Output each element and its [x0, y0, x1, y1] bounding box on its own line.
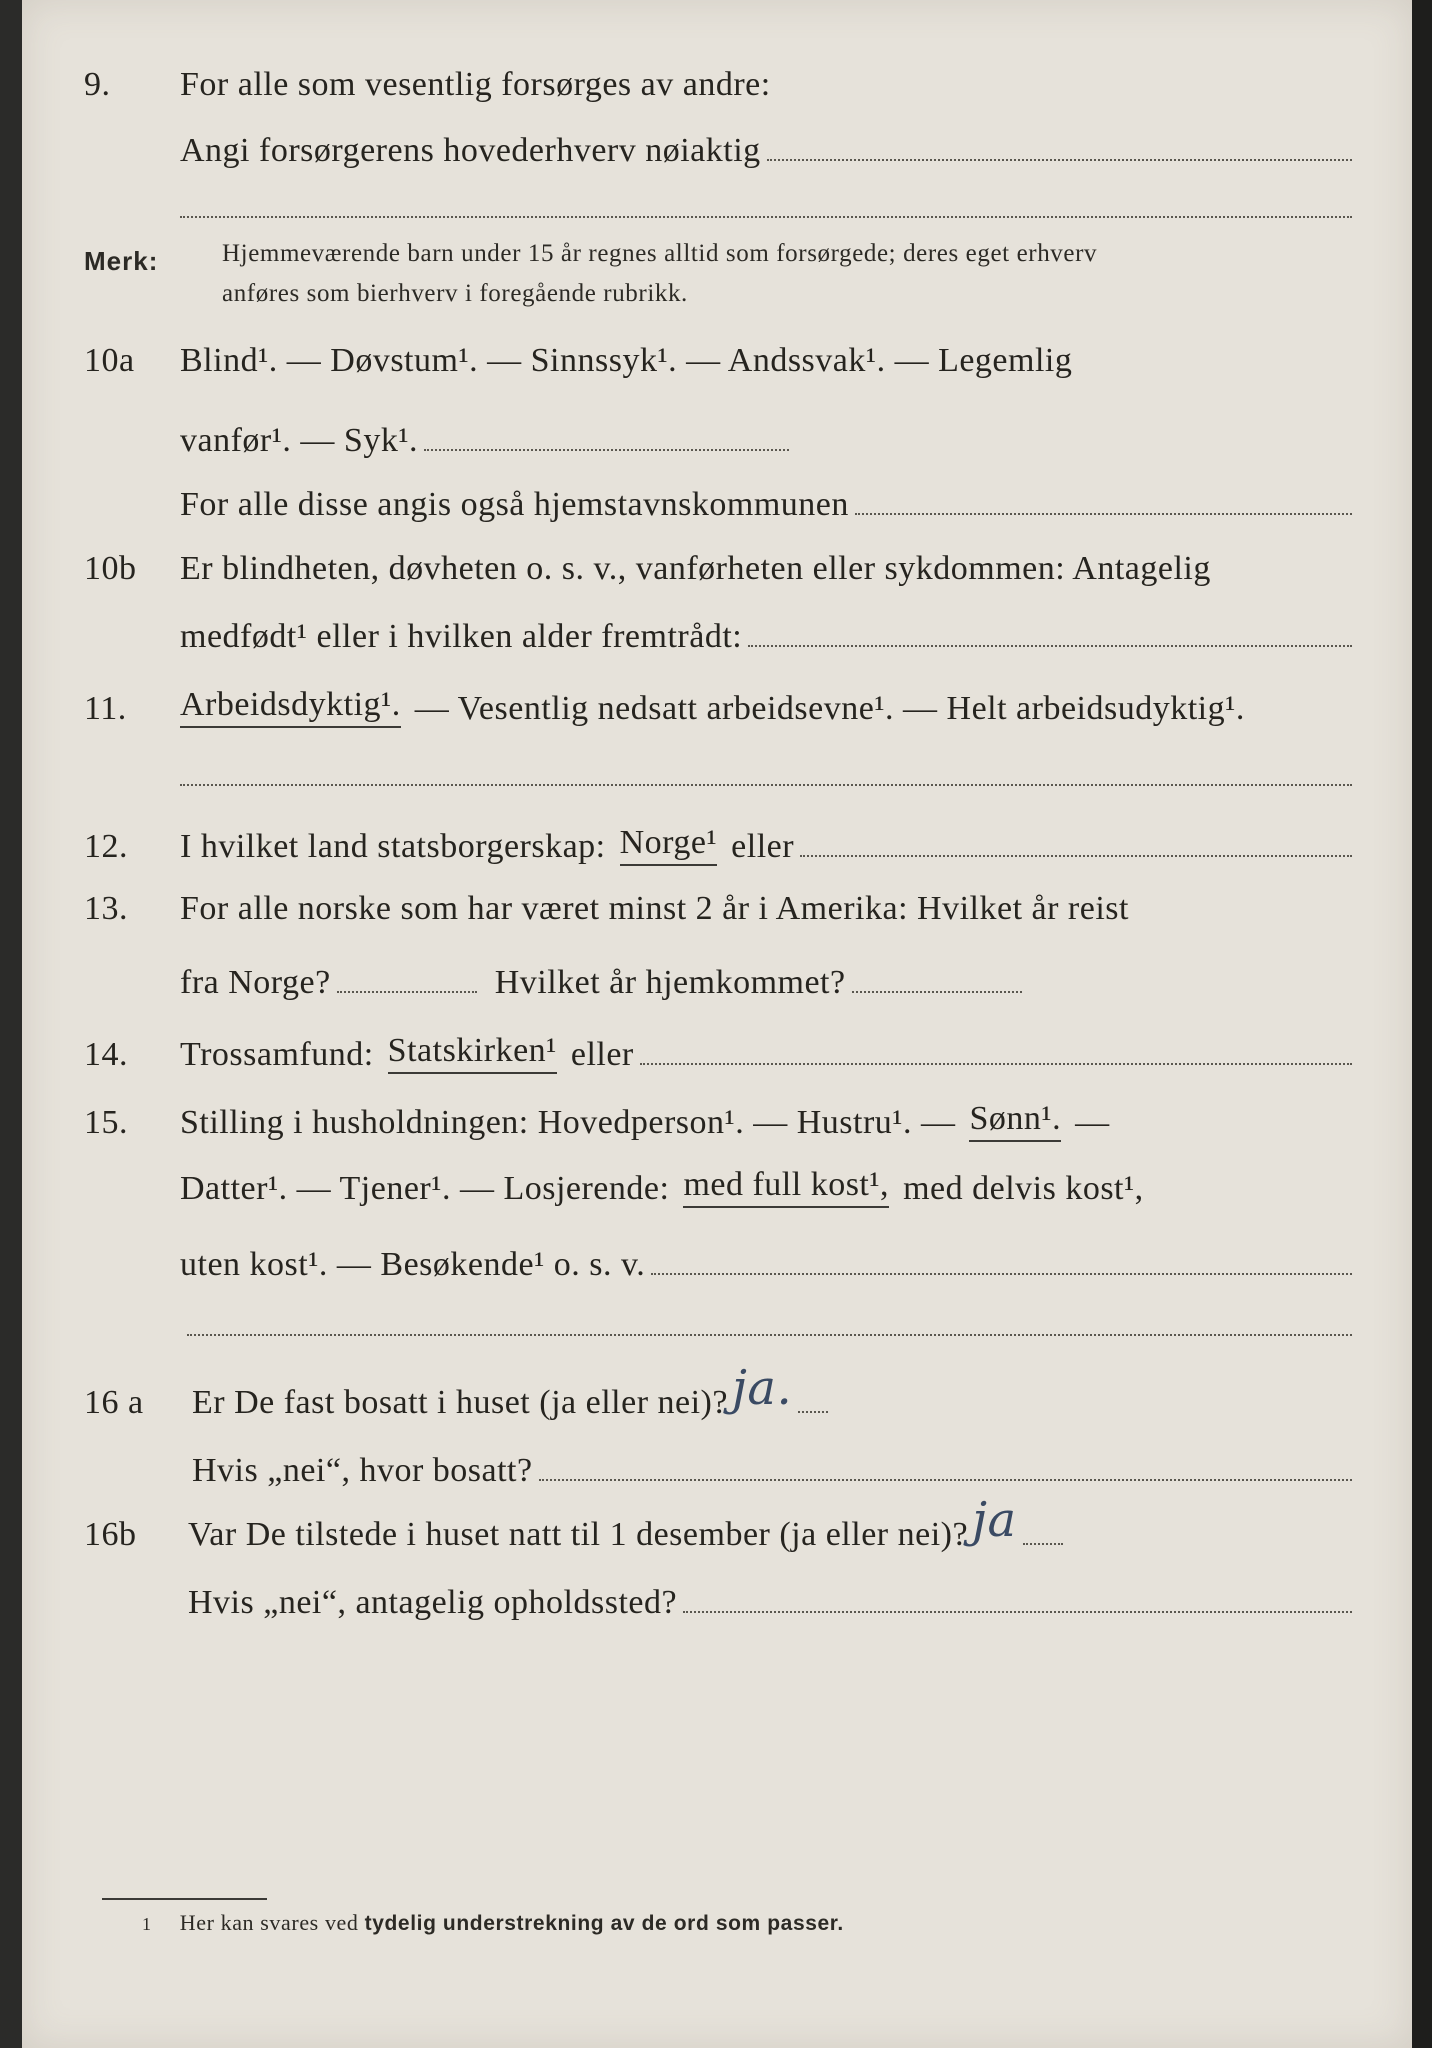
handwritten-answer[interactable]: ja.	[731, 1360, 793, 1416]
answer-blank-line[interactable]	[651, 1273, 1352, 1275]
question-15-line-2	[22, 1156, 1412, 1212]
question-text: medfødt¹ eller i hvilken alder fremtrådt:	[180, 618, 743, 655]
footnote-mark: 1	[142, 1914, 152, 1934]
answer-blank-line[interactable]	[855, 513, 1352, 515]
footnote-text: Her kan svares ved	[179, 1910, 359, 1935]
question-text: med delvis kost¹,	[903, 1170, 1144, 1207]
question-text: For alle som vesentlig forsørges av andre:	[180, 66, 771, 103]
question-text: —	[1075, 1104, 1110, 1141]
answer-blank-line[interactable]	[800, 855, 1352, 857]
note-text: anføres som bierhverv i foregående rubrikk.	[222, 280, 688, 307]
question-10b-line-1	[22, 536, 1412, 592]
answer-blank-line[interactable]	[337, 991, 477, 993]
question-10a-line-3	[22, 472, 1412, 528]
question-10b-line-2	[22, 604, 1412, 660]
question-13-line-1	[22, 876, 1412, 932]
answer-blank-line[interactable]	[798, 1411, 828, 1413]
question-text: Hvilket år hjemkommet?	[494, 964, 846, 1001]
question-text: For alle disse angis også hjemstavnskommunen	[180, 486, 849, 523]
question-text: Hvis „nei“, hvor bosatt?	[192, 1452, 533, 1489]
question-9-line-1	[22, 52, 1412, 108]
question-text: fra Norge?	[180, 964, 331, 1001]
question-9-line-2	[22, 118, 1412, 174]
handwritten-answer[interactable]: ja	[972, 1492, 1017, 1548]
census-form-page	[22, 0, 1412, 2048]
question-number: 16 a	[84, 1384, 144, 1421]
underlined-option[interactable]: Norge¹	[620, 824, 718, 866]
question-number: 11.	[84, 690, 127, 727]
question-text: Datter¹. — Tjener¹. — Losjerende:	[180, 1170, 670, 1207]
question-16b-followup	[22, 1570, 1412, 1626]
question-text: For alle norske som har været minst 2 år i Amerika: Hvilket år reist	[180, 890, 1129, 927]
footnote	[142, 1910, 844, 1936]
question-text: Trossamfund:	[180, 1036, 374, 1073]
answer-blank-line[interactable]	[180, 784, 1352, 786]
underlined-option[interactable]: med full kost¹,	[683, 1166, 889, 1208]
question-text: — Vesentlig nedsatt arbeidsevne¹. — Helt arbeidsudyktig¹.	[414, 690, 1245, 727]
footnote-emphasis: tydelig understrekning av de ord som passer.	[364, 1912, 844, 1935]
question-number: 10b	[84, 550, 137, 587]
question-16b	[22, 1492, 1412, 1558]
question-number: 13.	[84, 890, 128, 927]
answer-blank-line[interactable]	[852, 991, 1022, 993]
answer-blank-line[interactable]	[767, 159, 1352, 161]
question-number: 10a	[84, 342, 135, 379]
answer-blank-line[interactable]	[424, 449, 789, 451]
question-11	[22, 676, 1412, 732]
question-number: 15.	[84, 1104, 128, 1141]
question-text: Angi forsørgerens hovederhverv nøiaktig	[180, 132, 761, 169]
question-15-line-1	[22, 1090, 1412, 1146]
question-text: Var De tilstede i huset natt til 1 desember (ja eller nei)?	[188, 1516, 969, 1553]
footnote-divider	[102, 1898, 267, 1900]
question-number: 16b	[84, 1516, 137, 1553]
question-16a-followup	[22, 1438, 1412, 1494]
question-text: Hvis „nei“, antagelig opholdssted?	[188, 1584, 678, 1621]
underlined-option[interactable]: Statskirken¹	[388, 1032, 557, 1074]
scan-edge-left	[0, 0, 22, 2048]
scan-edge-right	[1412, 0, 1432, 2048]
question-10a-line-1	[22, 328, 1412, 384]
question-text: eller	[731, 828, 795, 865]
answer-blank-line[interactable]	[539, 1479, 1352, 1481]
question-text: Blind¹. — Døvstum¹. — Sinnssyk¹. — Andssvak¹. — Legemlig	[180, 342, 1073, 379]
question-text: eller	[570, 1036, 634, 1073]
question-number: 9.	[84, 66, 111, 103]
question-16a	[22, 1360, 1412, 1426]
answer-blank-line[interactable]	[187, 1334, 1352, 1336]
question-15-line-3	[22, 1232, 1412, 1288]
question-13-line-2	[22, 950, 1412, 1006]
question-10a-line-2	[22, 408, 1412, 464]
underlined-option[interactable]: Sønn¹.	[969, 1100, 1061, 1142]
answer-blank-line[interactable]	[640, 1063, 1352, 1065]
note-label: Merk:	[84, 246, 159, 276]
answer-blank-line[interactable]	[748, 645, 1352, 647]
question-number: 14.	[84, 1036, 128, 1073]
note-text: Hjemmeværende barn under 15 år regnes alltid som forsørgede; deres eget erhverv	[222, 240, 1098, 267]
answer-blank-line[interactable]	[180, 216, 1352, 218]
question-14	[22, 1022, 1412, 1078]
question-12	[22, 814, 1412, 870]
question-text: I hvilket land statsborgerskap:	[180, 828, 606, 865]
question-text: uten kost¹. — Besøkende¹ o. s. v.	[180, 1246, 646, 1283]
answer-blank-line[interactable]	[683, 1611, 1352, 1613]
underlined-option[interactable]: Arbeidsdyktig¹.	[180, 686, 401, 728]
question-text: Stilling i husholdningen: Hovedperson¹. — Hustru¹. —	[180, 1104, 956, 1141]
question-text: vanfør¹. — Syk¹.	[180, 422, 419, 459]
question-text: Er De fast bosatt i huset (ja eller nei)?	[192, 1384, 728, 1421]
question-text: Er blindheten, døvheten o. s. v., vanførheten eller sykdommen: Antagelig	[180, 550, 1211, 587]
answer-blank-line[interactable]	[1023, 1543, 1063, 1545]
question-number: 12.	[84, 828, 128, 865]
